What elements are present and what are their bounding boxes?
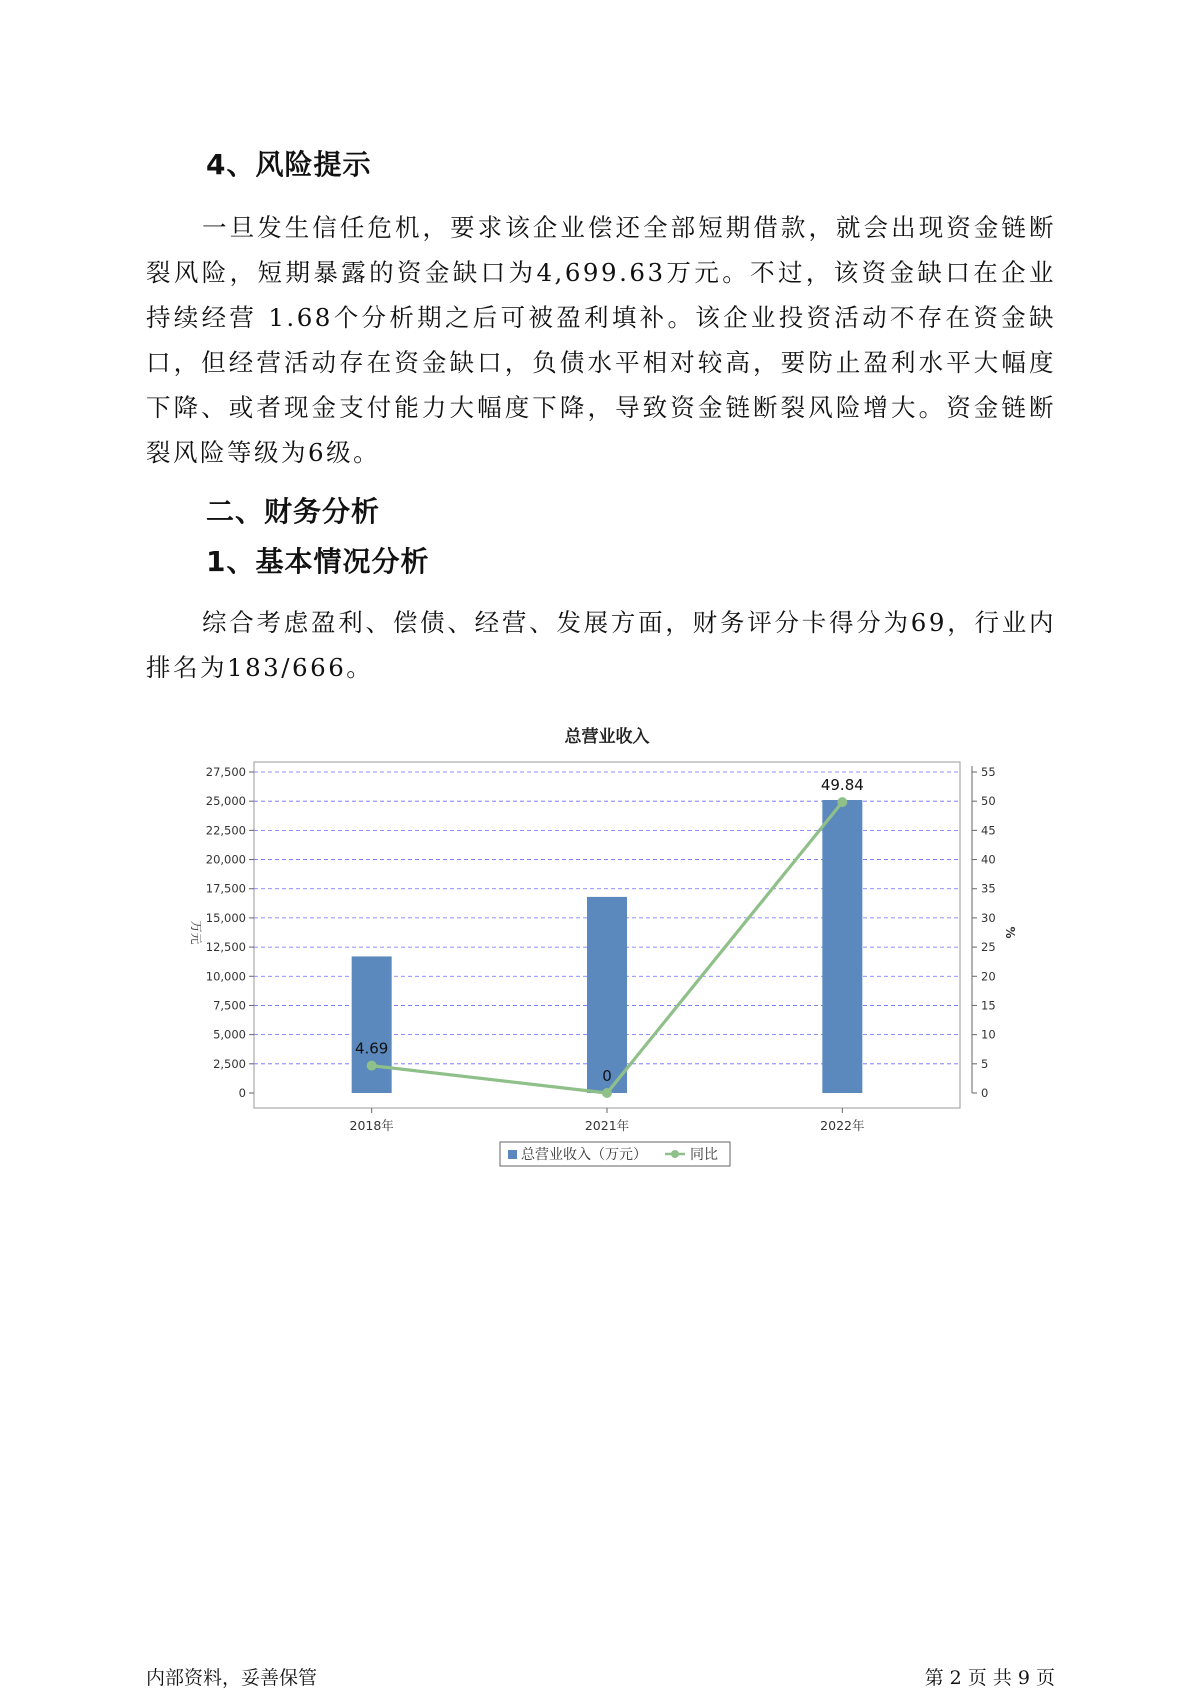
data-label: 49.84: [820, 776, 864, 795]
y-right-tick-label: 0: [981, 1086, 989, 1100]
y-right-tick-label: 25: [981, 940, 996, 955]
x-tick-label: 2018年: [349, 1118, 394, 1133]
y-left-tick-label: 10,000: [205, 969, 246, 984]
basic-paragraph: 综合考虑盈利、偿债、经营、发展方面，财务评分卡得分为69，行业内排名为183/666。: [146, 608, 1056, 682]
footer-page-number: 第 2 页 共 9 页: [924, 1667, 1055, 1689]
y-left-tick-label: 0: [238, 1086, 246, 1100]
line-point: [602, 1088, 612, 1098]
data-label: 0: [602, 1067, 612, 1085]
risk-heading: 4、风险提示: [206, 148, 372, 181]
y-right-tick-label: 35: [981, 881, 996, 896]
legend-line-label: 同比: [690, 1147, 718, 1163]
data-label: 4.69: [354, 1039, 389, 1058]
y-right-tick-label: 55: [981, 765, 996, 779]
y-right-tick-label: 10: [981, 1027, 996, 1042]
bar: [587, 897, 627, 1093]
x-tick-label: 2021年: [584, 1118, 630, 1133]
x-tick-label: 2022年: [820, 1118, 865, 1133]
revenue-chart: [170, 712, 1030, 1192]
y-left-tick-label: 5,000: [213, 1027, 246, 1042]
y-left-tick-label: 7,500: [213, 998, 246, 1013]
footer-confidential: 内部资料，妥善保管: [146, 1667, 318, 1689]
y-left-tick-label: 17,500: [205, 881, 246, 896]
y-left-tick-label: 22,500: [205, 823, 246, 838]
y-right-tick-label: 15: [981, 998, 996, 1013]
legend-bar-swatch: [508, 1150, 517, 1159]
y-left-tick-label: 20,000: [205, 852, 246, 867]
legend-bar-label: 总营业收入（万元）: [521, 1147, 647, 1163]
y-left-tick-label: 12,500: [205, 940, 246, 955]
y-left-tick-label: 2,500: [213, 1056, 246, 1071]
finance-heading: 二、财务分析: [206, 495, 381, 528]
bar: [352, 956, 392, 1093]
y-left-tick-label: 25,000: [205, 794, 246, 809]
y-right-axis-label: %: [1003, 926, 1017, 939]
y-right-tick-label: 30: [981, 910, 996, 925]
y-left-tick-label: 27,500: [205, 765, 246, 779]
y-right-tick-label: 20: [981, 969, 996, 984]
legend-line-marker: [671, 1150, 679, 1158]
y-right-tick-label: 5: [981, 1056, 989, 1071]
y-right-tick-label: 45: [981, 823, 996, 838]
line-point: [367, 1061, 377, 1071]
line-point: [837, 797, 847, 807]
y-left-axis-label: 万元: [189, 920, 203, 945]
y-right-tick-label: 40: [981, 852, 996, 867]
risk-paragraph: 一旦发生信任危机，要求该企业偿还全部短期借款，就会出现资金链断裂风险，短期暴露的资金缺口为4,699.63万元。不过，该资金缺口在企业持续经营 1.68个分析期之后可被盈利填补。该企业投资活动不存在资金缺口，但经营活动存在资金缺口，负债水平相对较高，要防止盈利水平大幅度下降、或者现金支付能力大幅度下降，导致资金链断裂风险增大。资金链断裂风险等级为6级。: [146, 213, 1056, 467]
bar: [822, 800, 862, 1093]
chart-title: 总营业收入: [564, 727, 650, 747]
basic-heading: 1、基本情况分析: [206, 545, 430, 578]
y-right-tick-label: 50: [981, 794, 996, 809]
y-left-tick-label: 15,000: [205, 910, 246, 925]
